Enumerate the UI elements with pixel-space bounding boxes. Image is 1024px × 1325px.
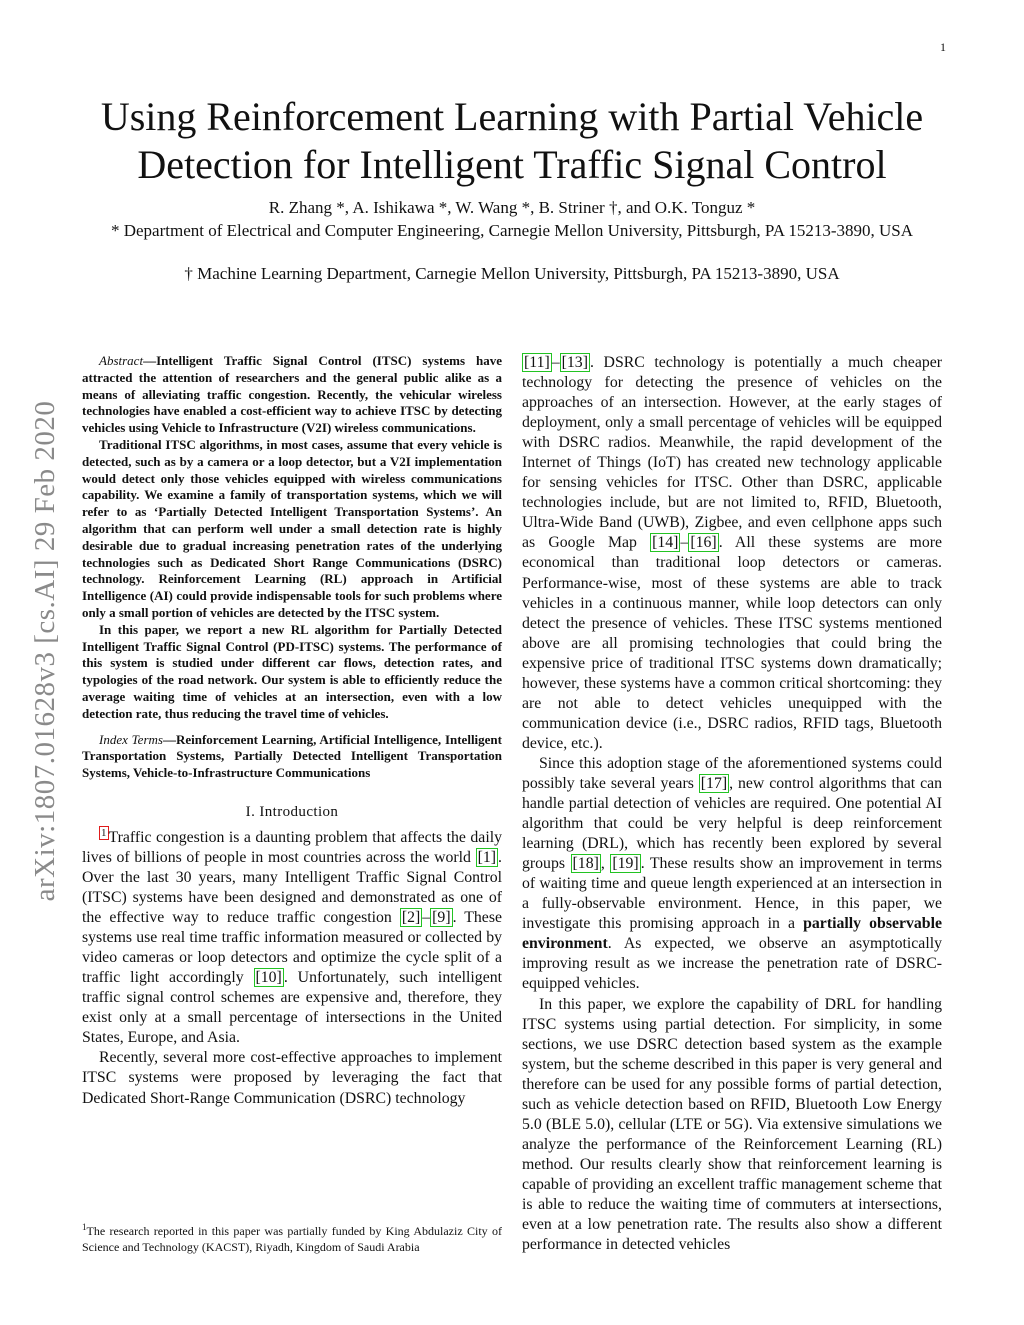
citation-link[interactable]: [19] [612,855,639,873]
index-terms: Index Terms—Reinforcement Learning, Artificial Intelligence, Intelligent Transportation Systems, Partially Detected Intelligent Transportation Systems, Vehicle-to-Infrastructure Communications [82,731,502,781]
abstract-paragraph-2: Traditional ITSC algorithms, in most cases, assume that every vehicle is detected, such as by a camera or a loop detector, but a V2I implementation would detect only those vehicles equipped with wireless communications capability. We examine a family of transportation systems, which we will refer to as ‘Partially Detected Intelligent Transportation Systems’. An algorithm that can perform well under a small detection rate is highly desirable due to gradual increasing penetration rates of the underlying technologies such as Dedicated Short Range Communications (DSRC) technology. Reinforcement Learning (RL) approach in Artificial Intelligence (AI) could provide indispensable tools for such problems where only a small portion of vehicles are detected by the ITSC system. [82,436,502,620]
citation-link[interactable]: [9] [432,909,451,927]
footnote: $^1$The research reported in this paper was partially funded by King Abdulaziz City of Science and Technology (KACST), Riyadh, Kingdom of Saudi Arabia [82,1222,502,1254]
footnote-link[interactable]: 1 [101,826,107,839]
citation-link[interactable]: [10] [255,969,282,987]
abstract-label: Abstract [99,353,144,368]
left-column [82,353,502,1109]
right-paragraph-2: Since this adoption stage of the aforementioned systems could possibly take several years [17] , new control algorithms that can handle partial detection of vehicles are required. One potential AI algorithm that could be very helpful is deep reinforcement learning (DRL), which has recently been explored by several groups [18] , [19] . These results show an improvement in terms of waiting time and queue length experienced at an intersection in a fully-observable environment. Hence, in this paper, we investigate this promising approach in a partially observable environment. As expected, we observe an asymptotically improving result as we increase the penetration rate of DSRC-equipped vehicles. [522,754,943,993]
abstract-paragraph-1: Abstract—Intelligent Traffic Signal Control (ITSC) systems have attracted the attention of researchers and the general public alike as a means of alleviating traffic congestion. Recently, the vehicular wireless technologies have enabled a cost-efficient way to achieve ITSC by detecting vehicles using Vehicle to Infrastructure (V2I) wireless communications. [82,353,502,436]
arxiv-identifier-stamp: arXiv:1807.01628v3 [cs.AI] 29 Feb 2020 [29,400,61,902]
intro-paragraph-2: Recently, several more cost-effective approaches to implement ITSC systems were proposed by leveraging the fact that Dedicated Short-Range Communication (DSRC) technology [82,1049,502,1107]
citation-link[interactable]: [13] [561,354,588,371]
author-list: R. Zhang *, A. Ishikawa *, W. Wang *, B. Striner †, and O.K. Tonguz * [268,198,756,217]
footnote-marker: 1 [82,1222,87,1232]
citation-link[interactable]: [1] [477,848,497,866]
citation-link[interactable]: [17] [700,774,728,792]
affiliation-ml: † Machine Learning Department, Carnegie Mellon University, Pittsburgh, PA 15213-3890, USA [184,264,840,283]
paper-title: Using Reinforcement Learning with Partial Vehicle Detection for Intelligent Traffic Signal Control [100,94,924,187]
citation-link[interactable]: [11] [524,354,550,371]
right-paragraph-3: In this paper, we explore the capability of DRL for handling ITSC systems using partial detection. For simplicity, in some sections, we use DSRC detection based system as the example system, but the scheme described in this paper is very general and therefore can be used for any possible forms of partial detection, such as vehicle detection based on RFID, Bluetooth Low Energy 5.0 (BLE 5.0), cellular (LTE or 5G). Via extensive simulations we analyze the performance of the Reinforcement Learning (RL) method. Our results clearly show that reinforcement learning is capable of providing an excellent traffic management scheme that is able to reduce the waiting time of commuters at intersections, even at a low penetration rate. The results also show a different performance in detected vehicles [522,995,942,1254]
right-column [522,353,942,1255]
citation-link[interactable]: [16] [690,534,717,552]
section-heading-introduction: I. Introduction [245,803,339,820]
citation-link[interactable]: [18] [572,855,599,873]
affiliation-ece: * Department of Electrical and Computer Engineering, Carnegie Mellon University, Pittsburgh, PA 15213-3890, USA [110,221,914,240]
page-number: 1 [940,40,946,54]
right-paragraph-1: [11] – [13] . DSRC technology is potentially a much cheaper technology for detecting the presence of vehicles on the approaches of an intersection. However, at the early stages of deployment, only a small percentage of vehicles will be equipped with DSRC radios. Meanwhile, the rapid development of the Internet of Things (IoT) has created new technology applicable for sensing vehicles for ITSC. Other than DSRC, applicable technologies include, but are not limited to, RFID, Bluetooth, Ultra-Wide Band (UWB), Zigbee, and even cellphone apps such as Google Map [14] – [16] . All these systems are more economical than traditional loop detectors or cameras. Performance-wise, most of these systems are able to track vehicles in a continuous manner, while loop detectors can only detect the presence of vehicles. These ITSC systems mentioned above are all promising technologies that could bring the expensive price of traditional ITSC systems down dramatically; however, these systems have a common critical shortcoming: they are not able to detect vehicles unequipped with the communication device (i.e., DSRC radios, RFID tags, Bluetooth device, etc.). [522,354,942,752]
citation-link[interactable]: [14] [652,534,679,552]
abstract-paragraph-3: In this paper, we report a new RL algorithm for Partially Detected Intelligent Traffic Signal Control (PD-ITSC) systems. The performance of this system is studied under different car flows, detection rates, and typologies of the road network. Our system is able to efficiently reduce the average waiting time of vehicles at an intersection, even with a low detection rate, thus reducing the travel time of vehicles. [82,621,502,721]
index-terms-label: Index Terms [99,731,163,747]
emphasis-partially-observable: partially observable environment [522,915,942,953]
citation-link[interactable]: [2] [401,909,421,927]
intro-paragraph-1: $^1$ Traffic congestion is a daunting problem that affects the daily lives of billions of people in most countries across the world [1] . Over the last 30 years, many Intelligent Traffic Signal Control (ITSC) systems have been designed and demonstrated as one of the effective way to reduce traffic congestion [2] – [9] . These systems use real time traffic information measured or collected by video cameras or loop detectors and optimize the cycle split of a traffic light accordingly [10] . Unfortunately, such intelligent traffic signal control schemes are expensive and, therefore, they exist only at a small percentage of intersections in the United States, Europe, and Asia. [82,826,502,1047]
